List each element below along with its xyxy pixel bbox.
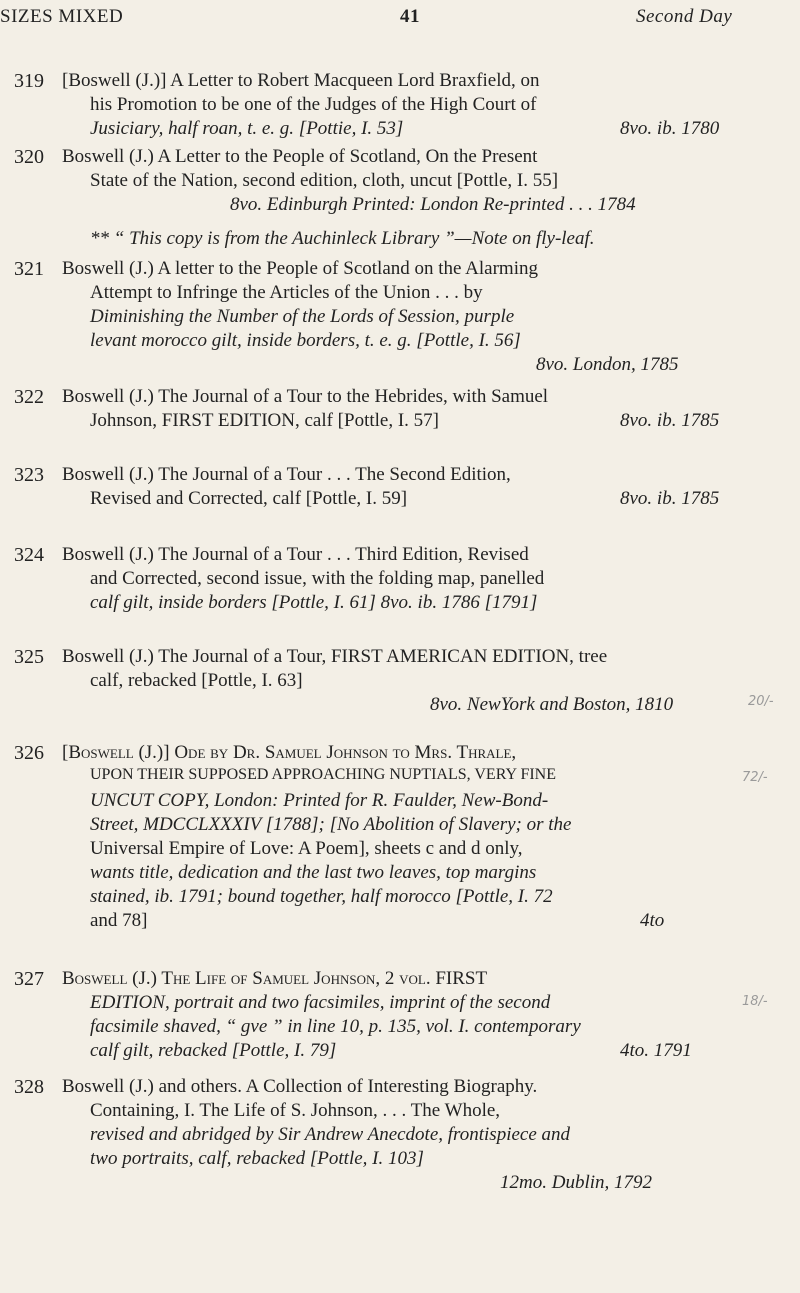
lot-imprint: 12mo. Dublin, 1792: [500, 1172, 652, 1193]
lot-line: revised and abridged by Sir Andrew Anecdote, frontispiece and: [90, 1124, 571, 1145]
lot-line: calf gilt, rebacked [Pottle, I. 79]: [90, 1040, 337, 1061]
lot-line: EDITION, portrait and two facsimiles, imprint of the second: [90, 992, 551, 1013]
lot-imprint: 8vo. ib. 1785: [620, 488, 720, 509]
lot-line: Boswell (J.) The Journal of a Tour . . . The Second Edition,: [62, 464, 511, 485]
page-header: [0, 6, 800, 36]
lot-format: 4to: [640, 910, 665, 931]
lot-line: two portraits, calf, rebacked [Pottle, I. 103]: [90, 1148, 424, 1169]
lot-line: UNCUT COPY, London: Printed for R. Faulder, New-Bond-: [90, 790, 549, 811]
lot-line: and 78]: [90, 910, 148, 931]
lot-imprint: 4to. 1791: [620, 1040, 692, 1061]
lot-line: Attempt to Infringe the Articles of the Union . . . by: [90, 282, 483, 303]
lot-imprint: 8vo. Edinburgh Printed: London Re-printed . . . 1784: [230, 194, 636, 215]
lot-line: Boswell (J.) The Life of Samuel Johnson, 2 vol. FIRST: [62, 968, 488, 989]
header-sizes-mixed: SIZES MIXED: [0, 6, 124, 27]
lot-line: Boswell (J.) The Journal of a Tour . . . Third Edition, Revised: [62, 544, 529, 565]
lot-number: 328: [14, 1076, 44, 1098]
lot-line: Containing, I. The Life of S. Johnson, . . . The Whole,: [90, 1100, 501, 1121]
lot-number: 327: [14, 968, 44, 990]
lot-line: Boswell (J.) and others. A Collection of Interesting Biography.: [62, 1076, 538, 1097]
lot-line: [Boswell (J.)] A Letter to Robert Macqueen Lord Braxfield, on: [62, 70, 540, 91]
lot-line: State of the Nation, second edition, cloth, uncut [Pottle, I. 55]: [90, 170, 559, 191]
page-number: 41: [400, 6, 420, 27]
lot-number: 323: [14, 464, 44, 486]
lot-line: Boswell (J.) The Journal of a Tour, FIRST AMERICAN EDITION, tree: [62, 646, 608, 667]
lot-number: 324: [14, 544, 44, 566]
lot-line: facsimile shaved, “ gve ” in line 10, p. 135, vol. I. contemporary: [90, 1016, 581, 1037]
lot-line: Diminishing the Number of the Lords of Session, purple: [90, 306, 515, 327]
lot-number: 322: [14, 386, 44, 408]
lot-line: Boswell (J.) A Letter to the People of Scotland, On the Present: [62, 146, 538, 167]
lot-imprint: 8vo. ib. 1785: [620, 410, 720, 431]
lot-line: Universal Empire of Love: A Poem], sheets c and d only,: [90, 838, 523, 859]
lot-note: ** “ This copy is from the Auchinleck Library ”—Note on fly-leaf.: [90, 228, 595, 249]
lot-line: Boswell (J.) A letter to the People of Scotland on the Alarming: [62, 258, 538, 279]
lot-line: Revised and Corrected, calf [Pottle, I. 59]: [90, 488, 408, 509]
lot-line: Jusiciary, half roan, t. e. g. [Pottie, I. 53]: [90, 118, 404, 139]
lot-number: 325: [14, 646, 44, 668]
lot-line: Boswell (J.) The Journal of a Tour to the Hebrides, with Samuel: [62, 386, 549, 407]
pencil-price-note: 72/-: [742, 770, 768, 785]
lot-number: 321: [14, 258, 44, 280]
lot-imprint: 8vo. ib. 1780: [620, 118, 720, 139]
header-day: Second Day: [636, 6, 733, 27]
lot-imprint: 8vo. London, 1785: [536, 354, 679, 375]
lot-line: wants title, dedication and the last two leaves, top margins: [90, 862, 537, 883]
lot-line: calf, rebacked [Pottle, I. 63]: [90, 670, 303, 691]
pencil-price-note: 20/-: [748, 694, 774, 709]
lot-number: 326: [14, 742, 44, 764]
lot-line: calf gilt, inside borders [Pottle, I. 61] 8vo. ib. 1786 [1791]: [90, 592, 538, 613]
lot-line: and Corrected, second issue, with the folding map, panelled: [90, 568, 545, 589]
lot-number: 320: [14, 146, 44, 168]
lot-number: 319: [14, 70, 44, 92]
pencil-price-note: 18/-: [742, 994, 768, 1009]
lot-line: levant morocco gilt, inside borders, t. e. g. [Pottle, I. 56]: [90, 330, 521, 351]
lot-line: [Boswell (J.)] Ode by Dr. Samuel Johnson to Mrs. Thrale,: [62, 742, 517, 763]
lot-line: stained, ib. 1791; bound together, half morocco [Pottle, I. 72: [90, 886, 553, 907]
lot-line: his Promotion to be one of the Judges of the High Court of: [90, 94, 537, 115]
lot-imprint: 8vo. NewYork and Boston, 1810: [430, 694, 674, 715]
lot-line: UPON THEIR SUPPOSED APPROACHING NUPTIALS, VERY FINE: [90, 766, 556, 783]
lot-line: Johnson, FIRST EDITION, calf [Pottle, I. 57]: [90, 410, 440, 431]
lot-line: Street, MDCCLXXXIV [1788]; [No Abolition of Slavery; or the: [90, 814, 572, 835]
